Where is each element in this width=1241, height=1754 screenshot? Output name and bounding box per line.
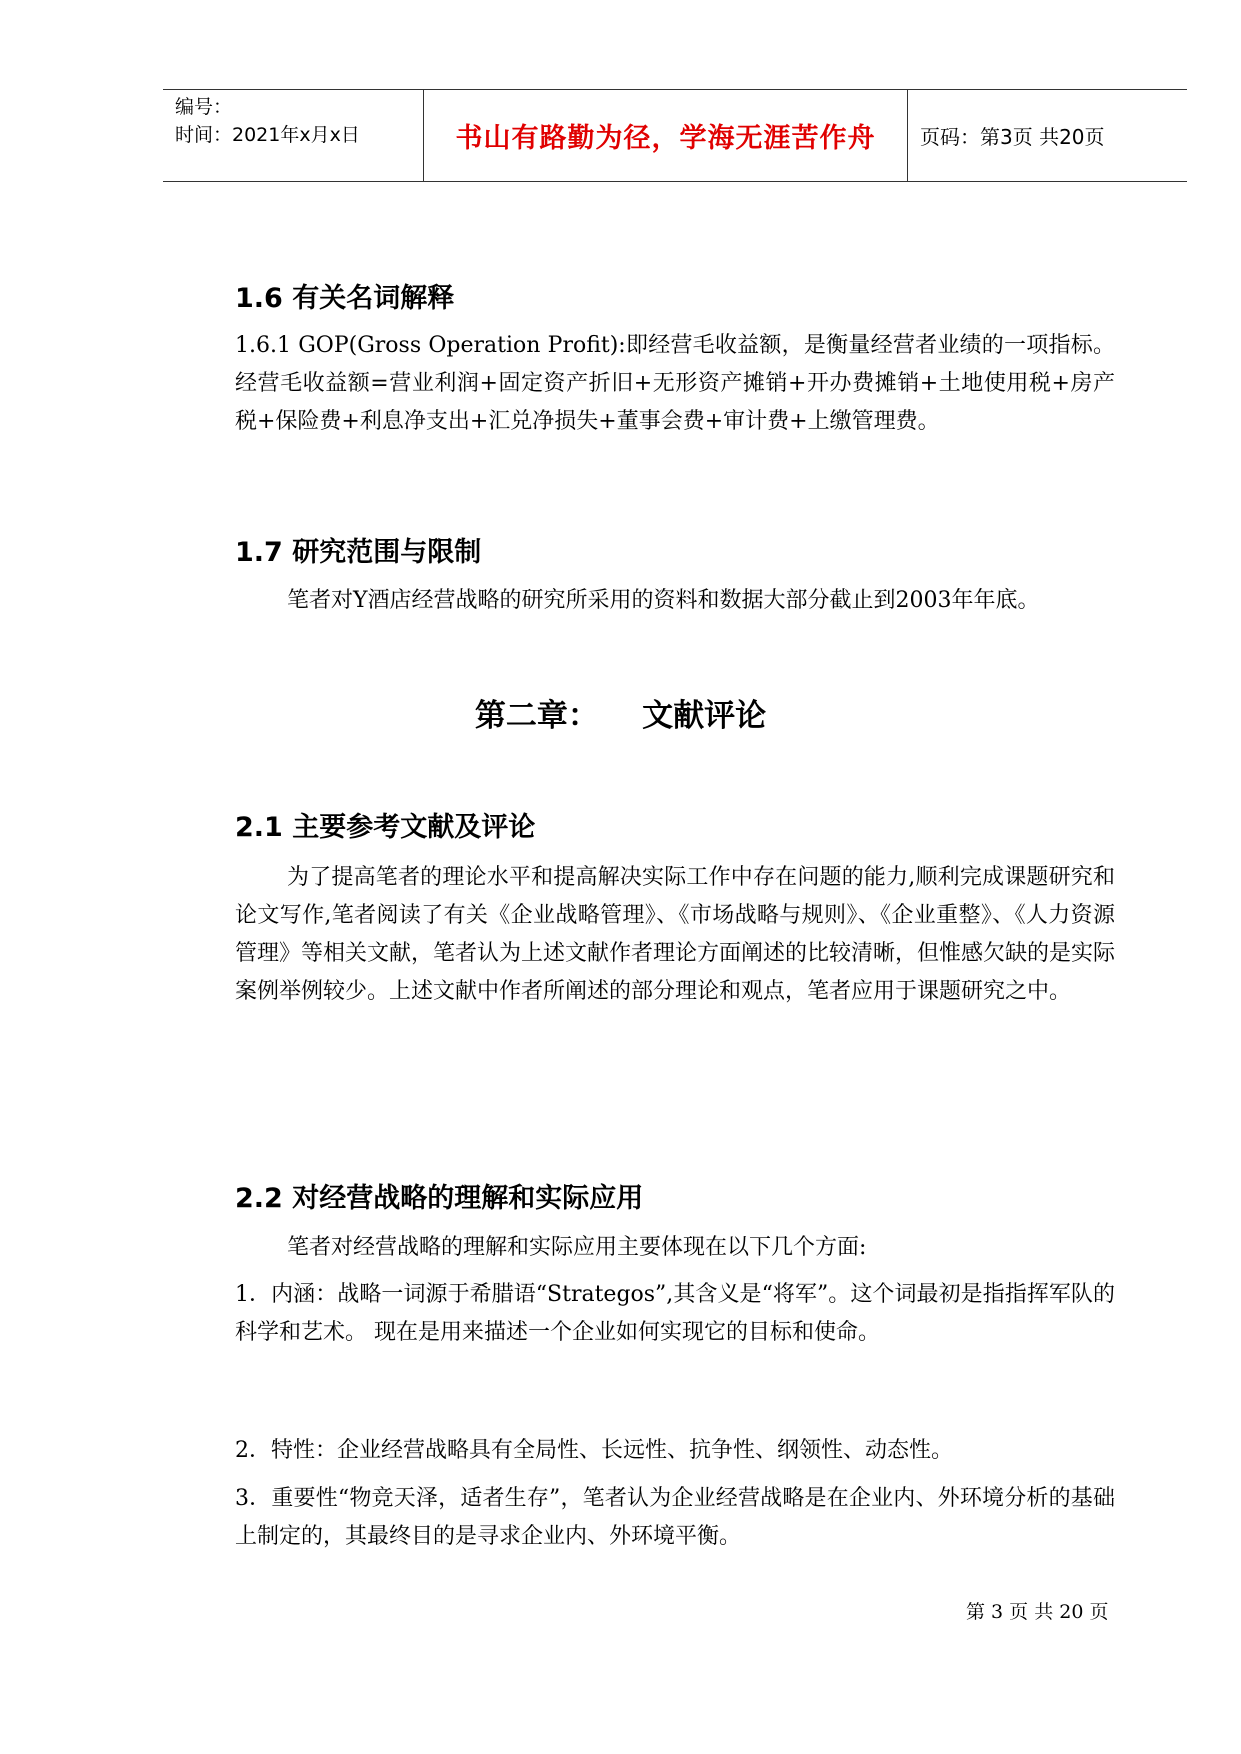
section-2-1-text: 为了提高笔者的理论水平和提高解决实际工作中存在问题的能力,顺利完成课题研究和论文写作,笔者阅读了有关《企业战略管理》、《市场战略与规则》、《企业重整》、《人力资源管理》等相关文献，笔者认为上述文献作者理论方面阐述的比较清晰，但惟感欠缺的是实际案例举例较少。上述文献中作者所阐述的部分理论和观点，笔者应用于课题研究之中。	[235, 865, 1116, 1004]
section-2-2-item-2: 2．特性：企业经营战略具有全局性、长远性、抗争性、纲领性、动态性。	[235, 1438, 953, 1463]
section-2-2-intro: 笔者对经营战略的理解和实际应用主要体现在以下几个方面:	[287, 1235, 867, 1260]
section-1-6-1-text: 1.6.1 GOP(Gross Operation Profit):即经营毛收益额，是衡量经营者业绩的一项指标。经营毛收益额=营业利润+固定资产折旧+无形资产摊销+开办费摊销+土地使用税+房产税+保险费+利息净支出+汇兑净损失+董事会费+审计费+上缴管理费。	[235, 333, 1115, 434]
section-1-7-title: 1.7 研究范围与限制	[235, 537, 482, 568]
chapter-2-title: 第二章： 文献评论	[474, 698, 767, 734]
header-motto: 书山有路勤为径，学海无涯苦作舟	[455, 123, 876, 154]
section-2-2-title: 2.2 对经营战略的理解和实际应用	[235, 1183, 644, 1214]
header-page-cell	[908, 90, 1187, 181]
section-1-6-title: 1.6 有关名词解释	[235, 283, 455, 314]
document-header	[163, 89, 1187, 182]
page-footer-number: 第 3 页 共 20 页	[966, 1601, 1109, 1623]
section-2-1-title: 2.1 主要参考文献及评论	[235, 812, 536, 843]
document-number-label: 编号：	[175, 96, 233, 118]
header-meta-cell	[163, 90, 424, 181]
header-page-label: 页码：第3页 共20页	[920, 125, 1105, 149]
document-time-label: 时间：2021年x月x日	[175, 124, 360, 146]
section-1-7-text: 笔者对Y酒店经营战略的研究所采用的资料和数据大部分截止到2003年年底。	[287, 588, 1040, 613]
section-2-2-item-1: 1．内涵：战略一词源于希腊语“Strategos”,其含义是“将军”。这个词最初是指指挥军队的科学和艺术。 现在是用来描述一个企业如何实现它的目标和使命。	[235, 1282, 1115, 1345]
section-2-2-item-3: 3．重要性“物竞天泽，适者生存”，笔者认为企业经营战略是在企业内、外环境分析的基础上制定的，其最终目的是寻求企业内、外环境平衡。	[235, 1486, 1115, 1549]
header-motto-cell	[424, 90, 908, 181]
